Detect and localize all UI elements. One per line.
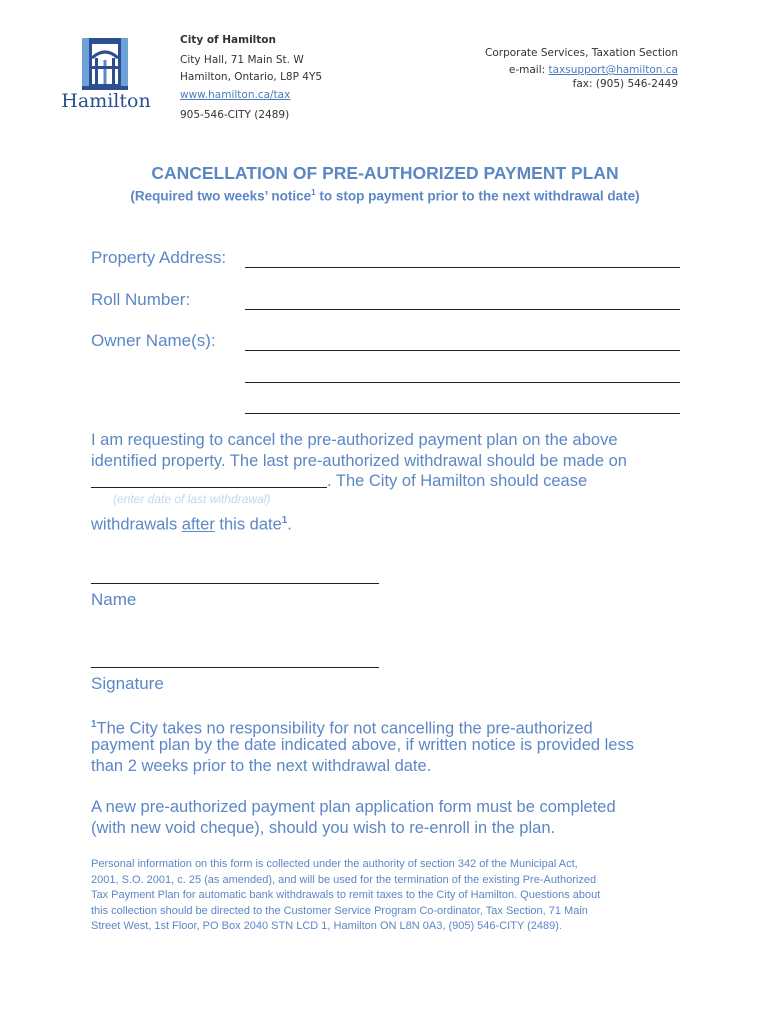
date-hint: (enter date of last withdrawal) xyxy=(113,492,271,506)
contact-email-row xyxy=(509,64,678,76)
name-label: Name xyxy=(91,590,137,609)
reenroll-line-1: A new pre-authorized payment plan application form must be completed xyxy=(91,798,616,816)
privacy-line-4: this collection should be directed to the Customer Service Program Co-ordinator, Tax Section, 71 Main xyxy=(91,904,588,917)
request-after-word: after xyxy=(181,515,215,534)
reenroll-line-2: (with new void cheque), should you wish to re-enroll in the plan. xyxy=(91,819,556,837)
privacy-line-1: Personal information on this form is collected under the authority of section 342 of the Municipal Act, xyxy=(91,858,578,870)
roll-number-line[interactable] xyxy=(245,309,680,310)
form-subtitle-sup: 1 xyxy=(311,188,316,197)
hamilton-logo xyxy=(60,36,152,118)
request-line-1: I am requesting to cancel the pre-authorized payment plan on the above xyxy=(91,431,618,449)
request-line-2: identified property. The last pre-authorized withdrawal should be made on xyxy=(91,452,627,470)
form-title: CANCELLATION OF PRE-AUTHORIZED PAYMENT PLAN xyxy=(151,163,619,183)
signature-line[interactable] xyxy=(91,667,379,668)
org-address-line2: Hamilton, Ontario, L8P 4Y5 xyxy=(180,71,323,83)
owner-name-line-1[interactable] xyxy=(245,350,680,351)
owner-names-label: Owner Name(s): xyxy=(91,331,216,350)
signature-label: Signature xyxy=(91,674,164,693)
form-subtitle xyxy=(0,188,770,204)
owner-name-line-3[interactable] xyxy=(245,413,680,414)
owner-name-line-2[interactable] xyxy=(245,382,680,383)
footnote-line-1-text: The City takes no responsibility for not cancelling the pre-authorized xyxy=(96,719,593,738)
request-line-4-sup: 1 xyxy=(281,515,288,526)
roll-number-label: Roll Number: xyxy=(91,290,191,309)
privacy-line-2: 2001, S.O. 2001, c. 25 (as amended), and will be used for the termination of the existing Pre-Authorized xyxy=(91,873,597,886)
privacy-line-5: Street West, 1st Floor, PO Box 2040 STN LCD 1, Hamilton ON L8N 0A3, (905) 546-CITY (2489). xyxy=(91,920,562,932)
contact-email-label: e-mail: xyxy=(508,64,549,76)
org-phone: 905-546-CITY (2489) xyxy=(180,109,290,121)
org-website-link[interactable]: www.hamilton.ca/tax xyxy=(180,89,291,101)
property-address-label: Property Address: xyxy=(91,248,227,267)
footnote-sup: 1 xyxy=(91,719,97,730)
privacy-line-3: Tax Payment Plan for automatic bank withdrawals to remit taxes to the City of Hamilton. Questions about xyxy=(91,889,601,901)
last-withdrawal-date-line[interactable] xyxy=(91,487,327,488)
request-line-3: . The City of Hamilton should cease xyxy=(327,472,588,490)
contact-email-link[interactable]: taxsupport@hamilton.ca xyxy=(548,64,678,76)
footnote-line-2: payment plan by the date indicated above, if written notice is provided less xyxy=(91,736,634,754)
org-name: City of Hamilton xyxy=(180,34,276,46)
request-line-4 xyxy=(91,510,292,536)
form-subtitle-text-b: to stop payment prior to the next withdrawal date) xyxy=(315,188,640,204)
request-line-4-a: withdrawals xyxy=(91,515,182,534)
request-line-4-b: this date xyxy=(214,515,282,534)
property-address-line[interactable] xyxy=(245,267,680,268)
request-line-4-end: . xyxy=(287,515,292,534)
org-address-line1: City Hall, 71 Main St. W xyxy=(180,54,304,66)
form-subtitle-text-a: (Required two weeks’ notice xyxy=(130,188,312,204)
contact-fax: fax: (905) 546-2449 xyxy=(572,78,678,90)
footnote-line-3: than 2 weeks prior to the next withdrawal date. xyxy=(91,757,432,775)
name-line[interactable] xyxy=(91,583,379,584)
hamilton-logo-wordmark: Hamilton xyxy=(61,90,151,112)
contact-section: Corporate Services, Taxation Section xyxy=(485,47,678,59)
